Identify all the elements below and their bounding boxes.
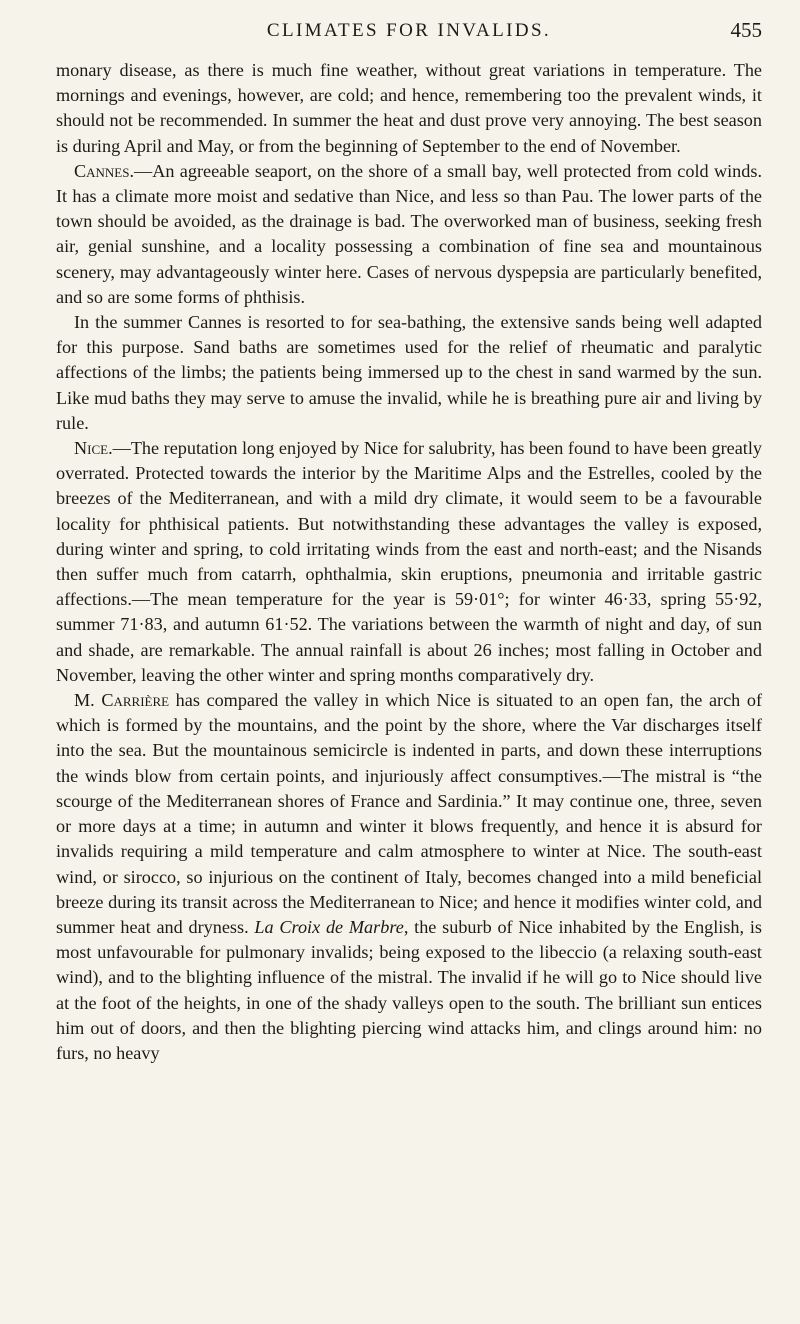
paragraph-text: , the suburb of Nice inhabited by the English, is most unfavourable for pulmonary invalids; being exposed to the libeccio (a relaxing south-east wind), and to the blighting influence of the mistral. The invalid if he will go to Nice should live at the foot of the heights, in one of the shady valleys open to the south. The brilliant sun entices him out of doors, and then the blighting piercing wind attacks him, and clings around him: no furs, no heavy (56, 916, 762, 1063)
page-number: 455 (730, 18, 762, 42)
paragraph-cannes-summer (56, 310, 762, 436)
paragraph-cannes (56, 159, 762, 310)
paragraph-text: has compared the valley in which Nice is situated to an open fan, the arch of which is formed by the mountains, and the point by the shore, where the Var discharges itself into the sea. But the mountainous semicircle is indented in parts, and down these interruptions the winds blow from certain points, and injuriously affect consumptives.—The mistral is “the scourge of the Mediterranean shores of France and Sardinia.” It may continue one, three, seven or more days at a time; in autumn and winter it blows frequently, and hence it is absurd for invalids requiring a mild temperature and calm atmosphere to winter at Nice. The south-east wind, or sirocco, so injurious on the continent of Italy, becomes changed into a mild beneficial breeze during its transit across the Mediterranean to Nice; and hence it modifies winter cold, and summer heat and dryness. (56, 690, 762, 937)
paragraph-text: —An agreeable seaport, on the shore of a small bay, well protected from cold winds. It has a climate more moist and sedative than Nice, and less so than Pau. The lower parts of the town should be avoided, as the drainage is bad. The overworked man of business, seeking fresh air, genial sunshine, and a locality possessing a combination of fine sea and mountainous scenery, may advantageously winter here. Cases of nervous dyspepsia are particularly benefited, and so are some forms of phthisis. (56, 160, 762, 307)
paragraph-continuation (56, 58, 762, 159)
running-title: CLIMATES FOR INVALIDS. (266, 20, 552, 41)
section-heading-nice: Nice. (74, 438, 113, 459)
paragraph-nice (56, 436, 762, 688)
paragraph-text: monary disease, as there is much fine weather, without great variations in temperature. The mornings and evenings, however, are cold; and hence, remembering too the prevalent winds, it should not be recommended. In summer the heat and dust prove very annoying. The best season is during April and May, or from the beginning of September to the end of November. (56, 60, 762, 156)
paragraph-text: In the summer Cannes is resorted to for sea-bathing, the extensive sands being well adapted for this purpose. Sand baths are sometimes used for the relief of rheumatic and paralytic affections of the limbs; the patients being immersed up to the chest in sand warmed by the sun. Like mud baths they may serve to amuse the invalid, while he is breathing pure air and living by rule. (56, 312, 762, 433)
paragraph-carriere (56, 688, 762, 1066)
running-head (56, 0, 762, 58)
section-heading-cannes: Cannes. (74, 160, 135, 181)
place-name-italic: La Croix de Marbre (254, 916, 404, 937)
body-text (56, 58, 762, 1066)
author-name: Carrière (101, 690, 170, 711)
paragraph-text: M. (74, 690, 102, 711)
paragraph-text: —The reputation long enjoyed by Nice for salubrity, has been found to have been greatly overrated. Protected towards the interior by the Maritime Alps and the Estrelles, cooled by the breezes of the Mediterranean, and with a mild dry climate, it would seem to be a favourable locality for phthisical patients. But notwithstanding these advantages the valley is exposed, during winter and spring, to cold irritating winds from the east and north-east; and the Nisands then suffer much from catarrh, ophthalmia, skin eruptions, pneumonia and irritable gastric affections.—The mean temperature for the year is 59·01°; for winter 46·33, spring 55·92, summer 71·83, and autumn 61·52. The variations between the warmth of night and day, of sun and shade, are remarkable. The annual rainfall is about 26 inches; most falling in October and November, leaving the other winter and spring months comparatively dry. (56, 438, 762, 685)
